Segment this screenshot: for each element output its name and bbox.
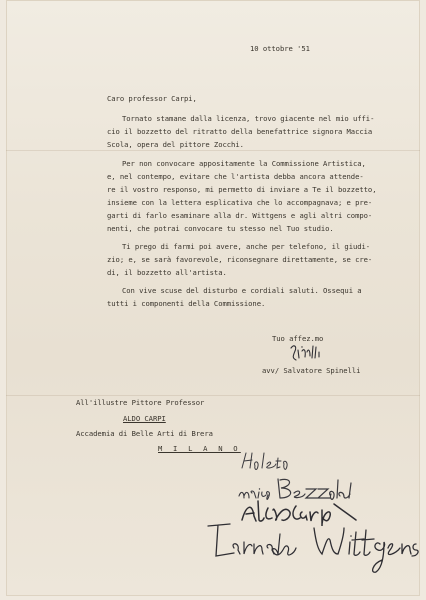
body-line: Per non convocare appositamente la Commissione Artistica, bbox=[122, 159, 366, 168]
paper-fold bbox=[6, 395, 420, 396]
body-line: di, il bozzetto all'artista. bbox=[107, 268, 227, 277]
body-line: nenti, che potrai convocare tu stesso nel Tuo studio. bbox=[107, 224, 334, 233]
wittgens-signature bbox=[204, 520, 419, 575]
body-line: garti di farlo esaminare alla dr. Wittgens e agli altri compo- bbox=[107, 211, 373, 220]
body-line: cio il bozzetto del ritratto della benefattrice signora Maccia bbox=[107, 127, 373, 136]
addressee-name: ALDO CARPI bbox=[123, 414, 166, 423]
addressee-line: All'illustre Pittore Professor bbox=[76, 398, 205, 407]
addressee-line: Accademia di Belle Arti di Brera bbox=[76, 429, 213, 438]
closing: Tuo affez.mo bbox=[272, 334, 324, 343]
addressee-city: M I L A N O bbox=[158, 444, 241, 453]
spinelli-signature bbox=[288, 342, 328, 364]
body-line: Ti prego di farmi poi avere, anche per telefono, il giudi- bbox=[122, 242, 371, 251]
body-line: Tornato stamane dalla licenza, trovo giacente nel mio uffi- bbox=[122, 114, 375, 123]
body-line: e, nel contempo, evitare che l'artista debba ancora attende- bbox=[107, 172, 364, 181]
body-line: Con vive scuse del disturbo e cordiali saluti. Ossequi a bbox=[122, 286, 362, 295]
body-line: re il vostro responso, mi permetto di inviare a Te il bozzetto, bbox=[107, 185, 377, 194]
paper-fold bbox=[6, 150, 420, 151]
body-line: insieme con la lettera esplicativa che lo accompagnava; e pre- bbox=[107, 198, 373, 207]
body-line: Scola, opera del pittore Zocchi. bbox=[107, 140, 244, 149]
salutation: Caro professor Carpi, bbox=[107, 94, 197, 103]
letter-date: 10 ottobre '51 bbox=[250, 44, 310, 53]
handwritten-note bbox=[240, 450, 300, 474]
body-line: zio; e, se sarà favorevole, riconsegnare direttamente, se cre- bbox=[107, 255, 373, 264]
signer-name: avv/ Salvatore Spinelli bbox=[262, 366, 361, 375]
body-line: tutti i componenti della Commissione. bbox=[107, 299, 266, 308]
